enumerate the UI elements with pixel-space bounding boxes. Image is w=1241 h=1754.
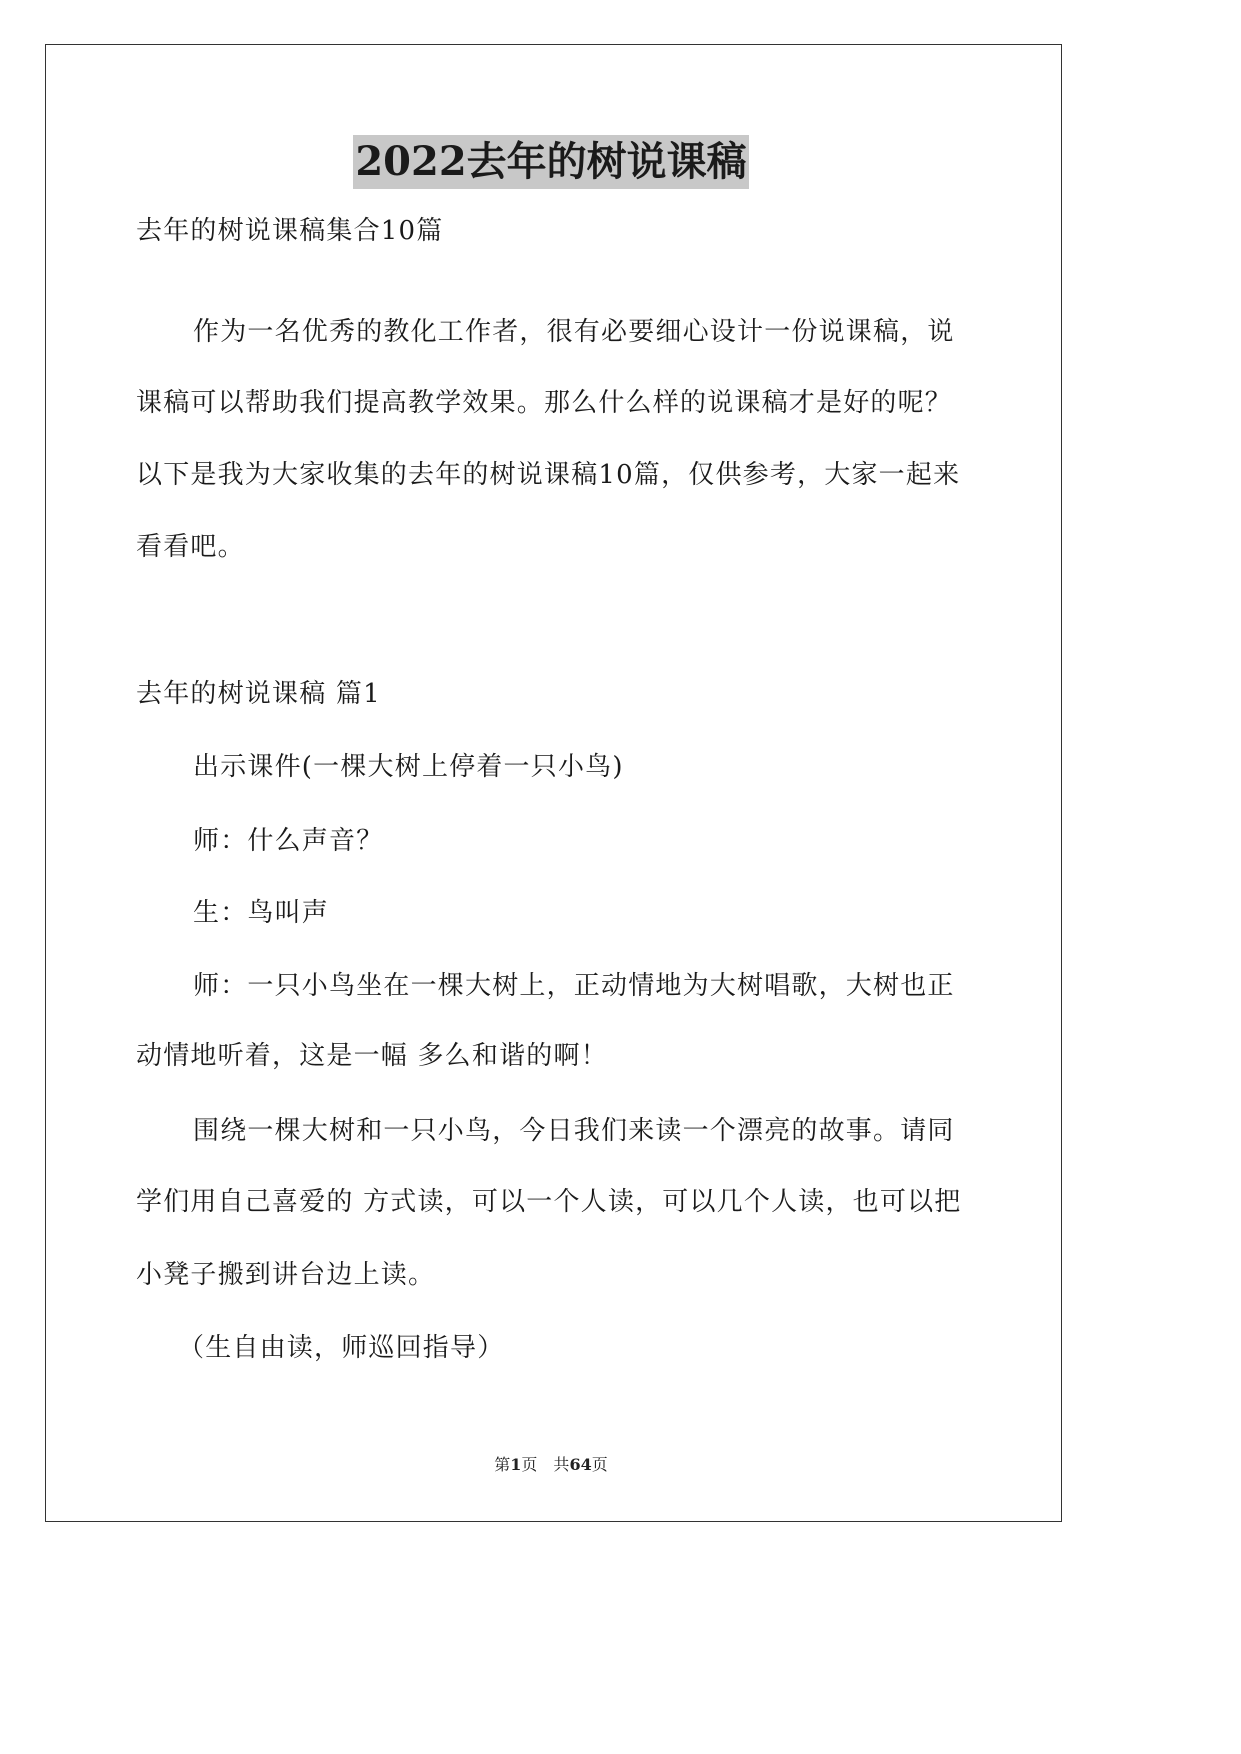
section-heading: 去年的树说课稿 篇1 xyxy=(136,679,381,709)
footer-middle: 页 共 xyxy=(521,1455,570,1474)
paragraph-line: 学们用自己喜爱的 方式读，可以一个人读，可以几个人读，也可以把 xyxy=(136,1187,962,1217)
paragraph-line: 看看吧。 xyxy=(136,532,245,562)
paragraph-line: 生：鸟叫声 xyxy=(193,898,330,928)
document-subtitle: 去年的树说课稿集合10篇 xyxy=(136,216,444,246)
title-container xyxy=(0,135,1102,189)
paragraph-line: 小凳子搬到讲台边上读。 xyxy=(136,1260,436,1290)
paragraph-line: 课稿可以帮助我们提高教学效果。那么什么样的说课稿才是好的呢？ xyxy=(136,388,953,418)
paragraph-line: 作为一名优秀的教化工作者，很有必要细心设计一份说课稿，说 xyxy=(193,317,955,347)
page-footer xyxy=(0,1454,1102,1476)
paragraph-line: 师：一只小鸟坐在一棵大树上，正动情地为大树唱歌，大树也正 xyxy=(193,971,955,1001)
footer-suffix: 页 xyxy=(591,1455,608,1474)
document-title: 2022去年的树说课稿 xyxy=(353,135,748,189)
footer-prefix: 第 xyxy=(494,1455,511,1474)
footer-total-pages: 64 xyxy=(569,1455,592,1474)
paragraph-line: （生自由读，师巡回指导） xyxy=(178,1333,505,1363)
paragraph-line: 以下是我为大家收集的去年的树说课稿10篇，仅供参考，大家一起来 xyxy=(136,460,961,490)
paragraph-line: 围绕一棵大树和一只小鸟，今日我们来读一个漂亮的故事。请同 xyxy=(193,1116,955,1146)
paragraph-line: 出示课件(一棵大树上停着一只小鸟) xyxy=(193,752,624,782)
paragraph-line: 师：什么声音？ xyxy=(193,826,384,856)
footer-page-number: 1 xyxy=(510,1455,522,1474)
paragraph-line: 动情地听着，这是一幅 多么和谐的啊！ xyxy=(136,1041,608,1071)
